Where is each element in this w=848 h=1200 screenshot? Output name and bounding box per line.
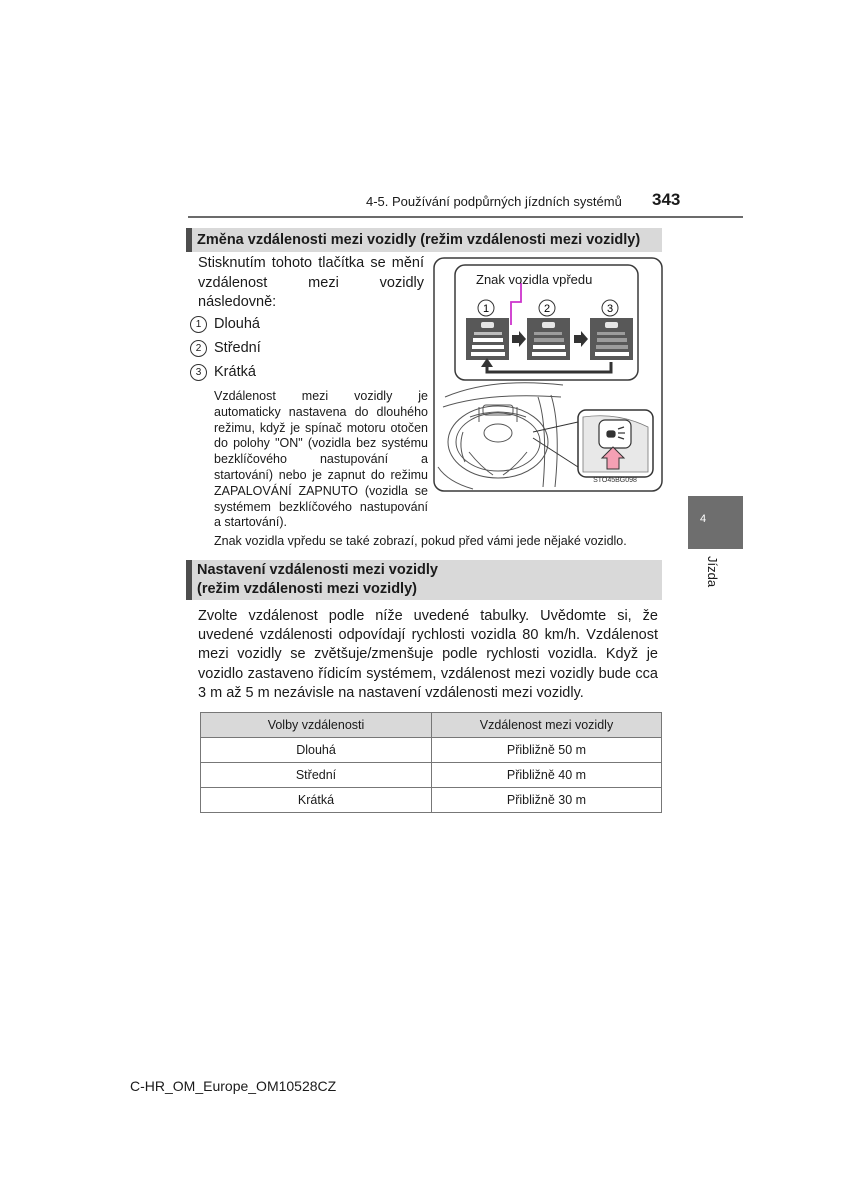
table-cell: Přibližně 50 m xyxy=(432,738,662,763)
page-number: 343 xyxy=(652,190,681,209)
chapter-tab-number: 4 xyxy=(700,513,707,525)
option-number-badge: 2 xyxy=(190,340,207,357)
section2-heading-line1: Nastavení vzdálenosti mezi vozidly xyxy=(197,562,438,578)
table-row xyxy=(201,788,662,813)
table-cell: Krátká xyxy=(201,788,432,813)
figure-label-3: 3 xyxy=(606,303,614,315)
distance-table xyxy=(200,712,662,813)
display-short-icon xyxy=(590,318,633,360)
section2-heading xyxy=(186,560,662,600)
table-header-cell: Vzdálenost mezi vozidly xyxy=(432,713,662,738)
section1-heading-text: Změna vzdálenosti mezi vozidly (režim vzdálenosti mezi vozidly) xyxy=(197,232,641,248)
table-cell: Dlouhá xyxy=(201,738,432,763)
figure-caption: Znak vozidla vpředu xyxy=(476,272,593,287)
table-cell: Přibližně 30 m xyxy=(432,788,662,813)
table-row xyxy=(201,763,662,788)
section1-heading xyxy=(186,228,662,252)
display-medium-icon xyxy=(527,318,570,360)
figure-label-2: 2 xyxy=(543,303,551,315)
distance-switch-illustration xyxy=(433,257,663,492)
section1-intro: Stisknutím tohoto tlačítka se mění vzdálenost mezi vozidly následovně: xyxy=(198,255,424,310)
header-rule xyxy=(188,216,743,218)
table-cell: Přibližně 40 m xyxy=(432,763,662,788)
section2-body: Zvolte vzdálenost podle níže uvedené tabulky. Uvědomte si, že uvedené vzdálenosti odpovídají rychlosti vozidla 80 km/h. Vzdálenost mezi vozidly se zvětšuje/zmenšuje podle rychlosti vozidla. Když je vozidlo zastaveno řídicím systémem, vzdálenost mezi vozidly bude cca 3 m až 5 m nezávisle na nastavení vzdálenosti mezi vozidly. xyxy=(198,608,658,701)
option-label: Krátká xyxy=(214,364,256,380)
running-header-section: 4-5. Používání podpůrných jízdních systémů xyxy=(366,194,622,209)
chapter-tab xyxy=(688,496,743,549)
option-number-badge: 1 xyxy=(190,316,207,333)
option-label: Střední xyxy=(214,340,261,356)
section1-note: Vzdálenost mezi vozidly je automaticky nastavena do dlouhého režimu, když je spínač motoru otočen do polohy "ON" (vozidla bez systému bezklíčového nastupování a startování) nebo je zapnut do režimu ZAPALOVÁNÍ ZAPNUTO (vozidla se systémem bezklíčového nastupování a startování). xyxy=(214,389,428,530)
option-item xyxy=(190,340,261,360)
option-number-badge: 3 xyxy=(190,364,207,381)
figure-code: STO45BG098 xyxy=(593,477,637,484)
table-header-cell: Volby vzdálenosti xyxy=(201,713,432,738)
option-item xyxy=(190,364,256,384)
table-header-row xyxy=(201,713,662,738)
section1-note-vehicle-ahead: Znak vozidla vpředu se také zobrazí, pokud před vámi jede nějaké vozidlo. xyxy=(214,534,627,548)
table-row xyxy=(201,738,662,763)
display-long-icon xyxy=(466,318,509,360)
section2-heading-line2: (režim vzdálenosti mezi vozidly) xyxy=(197,581,417,597)
document-code-footer: C-HR_OM_Europe_OM10528CZ xyxy=(130,1078,337,1094)
figure-label-1: 1 xyxy=(482,303,490,315)
table-cell: Střední xyxy=(201,763,432,788)
chapter-tab-label: Jízda xyxy=(705,556,720,588)
option-item xyxy=(190,316,260,336)
option-label: Dlouhá xyxy=(214,316,260,332)
